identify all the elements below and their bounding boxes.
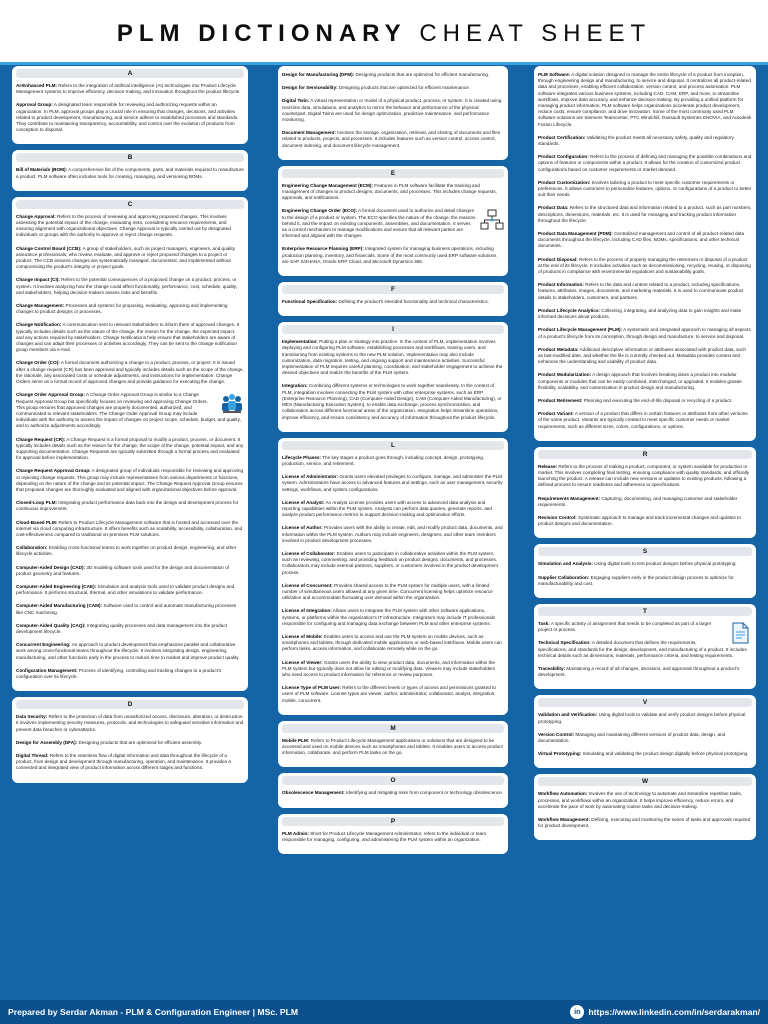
- entry-definition: Systematic approach to manage and track incremental changes and updates to product designs and documentation.: [538, 514, 742, 527]
- entry-term: Requirements Management:: [538, 495, 601, 501]
- entry-term: Bill of Materials (BOM):: [16, 167, 68, 173]
- glossary-entry: [16, 714, 244, 733]
- entry-term: AI-Enhanced PLM:: [16, 83, 57, 88]
- glossary-entry: [538, 205, 752, 224]
- glossary-entry: [282, 660, 504, 679]
- glossary-entry: [16, 437, 244, 462]
- entry-term: Concurrent Engineering:: [16, 642, 71, 648]
- entry-definition: Maintaining a record of all changes, decisions, and approvals throughout a product's development.: [538, 665, 740, 678]
- glossary-entry: [16, 83, 244, 95]
- entry-definition: Simulating and validating the product design digitally before physical prototyping.: [581, 751, 749, 757]
- section-panel: [534, 695, 756, 768]
- entry-term: Computer-Aided Manufacturing (CAM):: [16, 603, 103, 609]
- column-2: [278, 66, 508, 993]
- entry-term: Change Notification:: [16, 322, 62, 328]
- section-panel: [534, 604, 756, 689]
- glossary-entry: [282, 455, 504, 467]
- entry-term: License of Analyst:: [282, 499, 325, 505]
- entry-term: Document Management:: [282, 130, 336, 136]
- network-icon: [480, 209, 504, 231]
- section-panel: [278, 438, 508, 715]
- glossary-entry: [16, 102, 244, 133]
- entry-term: Supplier Collaboration:: [538, 574, 590, 580]
- section-letter: A: [16, 69, 244, 78]
- glossary-entry: [16, 214, 244, 239]
- entry-term: Virtual Prototyping:: [538, 751, 582, 757]
- section-panel: [534, 544, 756, 598]
- section-letter: M: [282, 724, 504, 733]
- glossary-entry: [16, 500, 244, 512]
- entry-term: Product Lifecycle Management (PLM):: [538, 327, 623, 333]
- entry-term: Change Management:: [16, 303, 65, 309]
- entry-term: Version Control:: [538, 731, 575, 737]
- entry-term: Functional Specification:: [282, 299, 338, 305]
- entry-definition: Centralized management and control of all product-related data documents throughout the lifecycle, including CAD files, BOMs, specifications, and other technical documents.: [538, 231, 745, 249]
- entry-definition: A formal document authorizing a change to a product, process, or project. It is issued after a change request (CR) has been approved and typically includes details such as the scope of the change, the rationale, any associated costs or schedule adjustments, and instructions for implementation. Change Orders serve as a formal record of approved changes and provide guidance for executing the change.: [16, 360, 244, 385]
- entry-term: Change Order Approval Group:: [16, 392, 85, 398]
- entry-term: Product Metadata:: [538, 346, 579, 352]
- entry-definition: Software used to control and automate manufacturing processes like CNC machining.: [16, 603, 237, 615]
- column-1: [12, 66, 248, 993]
- glossary-entry: [282, 500, 504, 519]
- glossary-entry: [282, 299, 504, 305]
- entry-definition: Designing products that are optimized for efficient maintenance.: [337, 85, 470, 91]
- entry-term: License of Administrator:: [282, 474, 339, 480]
- glossary-entry: [538, 154, 752, 173]
- entry-definition: Involves the use of technology to automate and streamline repetitive tasks, processes, and workflows within an organization. It helps improve efficiency, reduce errors, and accelerate the pace of work by automating routine tasks and decision-making.: [538, 791, 743, 809]
- entry-definition: Putting a plan or strategy into practice. In the context of PLM, implementation involves deploying and configuring PLM software, establishing processes and workflows, training users, and transitioning from existing systems to the new PLM solution. Implementation may also include customization, data migration, testing, and ongoing support and maintenance activities. Successful implementation of PLM requires careful planning, coordination, and stakeholder engagement to achieve the desired objectives and realize the benefits of the PLM system.: [282, 339, 503, 376]
- glossary-entry: [16, 623, 244, 635]
- entry-term: License of Collaborator:: [282, 550, 336, 556]
- entry-term: Change Control Board (CCB):: [16, 245, 82, 251]
- glossary-entry: [538, 398, 752, 404]
- glossary-entry: [282, 685, 504, 704]
- glossary-entry: [538, 732, 752, 744]
- linkedin-url[interactable]: https://www.linkedin.com/in/serdarakman/: [588, 1007, 760, 1017]
- section-panel: [12, 66, 248, 144]
- glossary-entry: [16, 603, 244, 615]
- entry-term: Computer-Aided Quality (CAQ):: [16, 622, 86, 628]
- glossary-entry: [16, 322, 244, 353]
- entry-definition: Provides shared access to the PLM system for multiple users, with a limited number of simultaneous users allowed at any given time. Concurrent licensing helps optimize resource utilization and accommodate fluctuating user demand within the organization.: [282, 582, 493, 601]
- entry-term: Validation and Verification:: [538, 712, 598, 718]
- entry-term: Workflow Automation:: [538, 791, 588, 797]
- entry-definition: Refers to the process of properly managing the retirement or disposal of a product at the end of its lifecycle. It includes activities such as decommissioning, recycling, reusing, or disposing of products in compliance with environmental regulations and sustainability goals.: [538, 256, 751, 275]
- entry-definition: Refers to the structured data and information related to a product, such as part numbers, descriptions, dimensions, materials, etc. It is used for managing and tracking product information throughout the lifecycle.: [538, 205, 752, 223]
- section-panel: [278, 721, 508, 768]
- entry-definition: Engaging suppliers early in the product design process to optimize for manufacturability and cost.: [538, 574, 734, 586]
- entry-definition: Refers to the seamless flow of digital information and data throughout the lifecycle of a product, from design and development through manufacturing, operation, and maintenance. It provides a connected and integrated view of product information across different stages and functions.: [16, 753, 231, 771]
- glossary-entry: [282, 583, 504, 602]
- entry-definition: Refers to the potential consequences of a proposed change on a product, process, or system. It involves analyzing how the change could affect functionality, performance, cost, schedule, quality, and stakeholders, helping decision-makers assess risks and benefits.: [16, 277, 238, 295]
- entry-definition: A formal document used to authorize and detail changes to the design of a product or system. The ECO specifies the nature of the change, the reasons behind it, and the impact on existing components, assemblies, and documentation. It serves as a control mechanism to manage modifications and ensure that all relevant parties are informed and aligned with the changes.: [282, 208, 476, 239]
- glossary-entry: [16, 753, 244, 772]
- entry-term: Change Approval:: [16, 213, 56, 219]
- entry-definition: Collecting, integrating, and analyzing data to gain insights and make informed decisions about products.: [538, 307, 742, 320]
- section-letter: V: [538, 698, 752, 707]
- glossary-entry: [538, 464, 752, 489]
- glossary-entry: [282, 383, 504, 420]
- entry-term: Product Customization:: [538, 179, 591, 185]
- glossary-entry: [16, 545, 244, 557]
- entry-definition: Integrating product performance data back into the design and development process for continuous improvement.: [16, 500, 239, 512]
- entry-term: Digital Thread:: [16, 753, 49, 759]
- section-letter: E: [282, 169, 504, 178]
- entry-definition: A group of stakeholders, such as project managers, engineers, and quality assurance professionals, who review, evaluate, and approve or reject proposed changes to a project or product. The CCB ensures changes are systematically managed, documented, and implemented without compromising the product's integrity or project goals.: [16, 245, 235, 270]
- glossary-entry: [282, 98, 504, 123]
- entry-term: License of Viewer:: [282, 659, 323, 665]
- glossary-entry: [538, 72, 752, 128]
- glossary-entry: [538, 347, 752, 366]
- entry-term: Traceability:: [538, 665, 566, 671]
- entry-term: License Type of PLM User:: [282, 685, 341, 691]
- entry-definition: Identifying and mitigating risks from component or technology obsolescence.: [344, 790, 504, 796]
- entry-definition: Provides users with the ability to create, edit, and modify product data, documents, and information within the PLM system. Authors may include engineers, designers, and other team members involved in product development processes.: [282, 525, 503, 543]
- section-panel: [12, 697, 248, 782]
- section-letter: F: [282, 285, 504, 294]
- glossary-entry: [538, 411, 752, 430]
- entry-term: Product Disposal:: [538, 256, 578, 262]
- entry-term: Computer-Aided Design (CAD):: [16, 564, 86, 570]
- glossary-entry: [538, 817, 752, 829]
- entry-term: License of Integration:: [282, 608, 332, 614]
- glossary-entry: [538, 561, 752, 567]
- linkedin-icon: in: [570, 1005, 584, 1019]
- entry-definition: Grants users the ability to view product data, documents, and information within the PLM system but typically does not allow for editing or modifying data. Viewers may include stakeholders who need access to product information for reference or review purposes.: [282, 659, 496, 677]
- entry-definition: Refers to the protection of data from unauthorized access, disclosure, alteration, or destruction. It involves implementing security measures, protocols, and technologies to safeguard sensitive information and prevent data breaches or cyberattacks.: [16, 714, 244, 732]
- entry-definition: Processes and systems for proposing, evaluating, approving and implementing changes to product designs or processes.: [16, 303, 228, 315]
- entry-definition: The key stages a product goes through, including concept, design, prototyping, production, service, and retirement.: [282, 454, 485, 466]
- section-letter: T: [538, 607, 752, 616]
- entry-term: Closed-Loop PLM:: [16, 500, 57, 506]
- entry-definition: Additional descriptive information or attributes associated with product data, such as last-modified date, and whether the file is currently checked out. Metadata provides context and enhances the understanding and usability of product data.: [538, 346, 746, 365]
- section-letter: O: [282, 776, 504, 785]
- entry-term: Change Request Approval Group:: [16, 468, 91, 474]
- entry-definition: Refers to the different levels or types of access and permissions granted to users of PLM software. License types are viewer, author, administrator, collaborator, analyst, integration, mobile, concurrent.: [282, 685, 496, 703]
- entry-definition: Features in PLM software facilitate the tracking and management of changes to product designs, documents, and processes. This includes change requests, approvals, and notifications.: [282, 182, 497, 201]
- entry-definition: Refers to the process of reviewing and approving proposed changes. This involves assessing the potential impact of the change, evaluating risks, considering resource requirements, and ensuring alignment with organizational objectives. Change Approval is typically carried out by designated individuals or groups with the authority to approve or reject change requests.: [16, 213, 231, 238]
- title-bold: PLM DICTIONARY: [116, 20, 407, 47]
- entry-term: Mobile PLM:: [282, 737, 310, 743]
- entry-definition: A specific activity or assignment that needs to be completed as part of a larger project or process.: [538, 620, 712, 633]
- glossary-entry: [538, 231, 752, 250]
- glossary-entry: [16, 468, 244, 493]
- glossary-entry: [16, 520, 244, 539]
- entry-term: Task:: [538, 620, 550, 626]
- entry-term: Release:: [538, 463, 558, 469]
- section-panel: [278, 773, 508, 807]
- entry-definition: Enables users to access and use the PLM system on mobile devices, such as smartphones and tablets, through dedicated mobile applications or web-based interfaces. Mobile users can perform tasks, access information, and collaborate remotely while on the go.: [282, 633, 502, 652]
- section-panel: [12, 150, 248, 190]
- doc-icon: [728, 622, 752, 644]
- section-letter: P: [282, 817, 504, 826]
- section-panel: [278, 166, 508, 276]
- entry-term: Product Modularization:: [538, 372, 592, 378]
- entry-definition: A communication sent to relevant stakeholders to inform them of approved changes. It typically includes details such as the nature of the change, the reason for the change, the expected impact, and any actions required by stakeholders. Change Notifications help ensure that stakeholders are aware of changes and can adapt their processes or activities accordingly. They can be sent to the change notification group members via e-mail.: [16, 322, 240, 353]
- entry-definition: A comprehensive list of the components, parts, and materials required to manufacture a product. PLM software often includes tools for creating, managing, and versioning BOMs.: [16, 167, 245, 179]
- glossary-entry: [16, 584, 244, 596]
- glossary-entry: [538, 666, 752, 678]
- glossary-entry: [538, 496, 752, 508]
- entry-definition: A designated team responsible for reviewing and authorizing requests within an organization. In PLM, approval groups play a crucial role in ensuring that changes, decisions, and activities related to product development, manufacturing, and service adhere to established processes and standards. They contribute to maintaining transparency, accountability, and control over the evolution of products from conception to disposal.: [16, 102, 239, 133]
- entry-term: Technical Specification:: [538, 640, 591, 646]
- accent-divider: [0, 62, 768, 65]
- entry-definition: A Change Request is a formal proposal to modify a product, process, or document. It typically includes details such as the reason for the change, the scope of the change, potential impact, and any supporting documentation. Change Requests are typically submitted through a formal process and evaluated for approval before implementation.: [16, 436, 244, 461]
- entry-definition: 3D modeling software tools used for the design and documentation of product geometry and features.: [16, 564, 230, 576]
- section-letter: R: [538, 450, 752, 459]
- footer-bar: [0, 1000, 768, 1024]
- entry-definition: A systematic and integrated approach to managing all aspects of a product's lifecycle from its conception, through design and manufacture, to service and disposal.: [538, 327, 751, 339]
- glossary-entry: [538, 282, 752, 301]
- entry-term: Simulation and Analysis:: [538, 561, 594, 567]
- entry-definition: Planning and executing the end-of-life disposal or recycling of a product.: [582, 397, 733, 403]
- entry-definition: Validating the product meets all necessary safety, quality and regulatory standards.: [538, 134, 734, 147]
- entry-definition: A version of a product that differs in certain features or attributes from other versions of the same product. Variants are typically created to meet specific customer needs or market requirements, such as different sizes, colors, configurations, or options.: [538, 411, 748, 429]
- entry-definition: A designated group of individuals responsible for reviewing and approving or rejecting change requests. This group may include representatives from various departments or functions, depending on the nature of the change and its potential impact. The Change Request Approval Group ensures that proposed changes are thoroughly evaluated and aligned with organizational objectives before approval.: [16, 468, 244, 492]
- section-panel: [278, 322, 508, 431]
- entry-term: Product Data:: [538, 205, 569, 211]
- page-title: [117, 20, 651, 48]
- glossary-entry: [282, 634, 504, 653]
- entry-definition: Enables users to participate in collaborative activities within the PLM system, such as reviewing, commenting, and providing feedback on product designs, documents, and processes. Collaborators may include external partners, suppliers, or customers involved in the product development process.: [282, 550, 498, 575]
- entry-term: Product Lifecycle Analytics:: [538, 307, 600, 313]
- entry-definition: Refers to the integration of artificial intelligence (AI) technologies into Product Lifecycle Management systems to improve efficiency, decision-making, and innovation throughout the product lifecycle.: [16, 83, 241, 95]
- section-panel: [12, 197, 248, 691]
- glossary-entry: [538, 621, 752, 633]
- entry-definition: Refers to the process of defining and managing the possible combinations and options of features or components within a product. It allows for the creation of customized product configurations based on customer requirements or market demand.: [538, 154, 752, 172]
- entry-term: Product Certification:: [538, 134, 586, 140]
- glossary-entry: [16, 392, 244, 429]
- glossary-entry: [538, 751, 752, 757]
- entry-term: Obsolescence Management:: [282, 790, 345, 796]
- section-panel: [278, 282, 508, 316]
- entry-term: Collaboration:: [16, 545, 48, 551]
- glossary-entry: [282, 246, 504, 265]
- entry-definition: Refers to Product Lifecycle Management software that is hosted and accessed over the internet via cloud computing infrastructure. It offers benefits such as scalability, accessibility, collaboration, and cost-effectiveness compared to traditional on-premises PLM solutions.: [16, 519, 243, 537]
- section-letter: D: [16, 700, 244, 709]
- glossary-entry: [16, 740, 244, 746]
- glossary-entry: [538, 712, 752, 724]
- entry-definition: A detailed document that defines the requirements, specifications, and standards for the design, development, and manufacturing of a product. It includes technical details such as dimensions, materials, performance criteria, and testing requirements.: [538, 640, 747, 658]
- glossary-entry: [16, 277, 244, 296]
- section-panel: [534, 447, 756, 539]
- glossary-entry: [282, 551, 504, 576]
- entry-definition: Designing products that are optimized for efficient assembly.: [77, 739, 203, 745]
- entry-definition: Refers to the data and content related to a product, including specifications, features, attributes, images, documents, and marketing materials. It is used to communicate product details to stakeholders, customers, and partners.: [538, 282, 744, 300]
- glossary-entry: [16, 167, 244, 179]
- entry-definition: An Analyst License provides users with access to advanced data analysis and reporting capabilities within the PLM system. Analysts can perform data queries, generate reports, and analyze product performance metrics to support decision-making and optimization efforts.: [282, 499, 492, 518]
- glossary-entry: [16, 303, 244, 315]
- glossary-entry: [16, 668, 244, 680]
- section-panel: [278, 66, 508, 160]
- glossary-entry: [538, 257, 752, 276]
- entry-definition: A digital solution designed to manage the entire lifecycle of a product from inception, through engineering design and manufacturing, to service and disposal. It centralizes all product-related data and processes, enabling efficient collaboration, version control, and process automation. PLM software integrates various business systems, including CAD, CAM, ERP, and more, to streamline workflows, improve data accuracy, and enhance decision-making. By providing a unified platform for managing product information, PLM software helps organizations accelerate product development, reduce costs, ensure compliance, and drive innovation. Some of the most commonly used PLM software solutions are Siemens Teamcenter, PTC Windchill, Dassault Systemes ENOVIA, and Autodesk Fusion Lifecycle.: [538, 72, 752, 127]
- entry-term: License of Author:: [282, 525, 323, 531]
- entry-definition: Integrating quality processes and data management into the product development lifecycle.: [16, 622, 227, 634]
- section-panel: [534, 66, 756, 441]
- entry-definition: Integrated system for managing business operations, including production planning, inventory, and financials. Some of the most commonly used ERP software solutions are SAP S/4HANA, Oracle ERP Cloud, and Microsoft Dynamics 365.: [282, 246, 497, 264]
- entry-definition: Using digital tools to validate and verify product designs before physical prototyping.: [538, 712, 746, 724]
- entry-term: Integration:: [282, 383, 308, 389]
- entry-definition: Defining the product's intended functionality and technical characteristics.: [337, 299, 489, 305]
- entry-term: Engineering Change Order (ECO):: [282, 208, 358, 214]
- entry-term: Engineering Change Management (ECM):: [282, 182, 374, 188]
- glossary-entry: [16, 565, 244, 577]
- entry-term: Workflow Management:: [538, 817, 590, 823]
- entry-term: Approval Group:: [16, 102, 53, 108]
- entry-definition: Simulation and analysis tools used to validate product designs and performance. It performs structural, thermal, and other simulations to validate performance.: [16, 583, 235, 596]
- glossary-entry: [16, 642, 244, 661]
- entry-definition: Using digital tools to test product designs before physical prototyping.: [593, 561, 737, 567]
- entry-definition: Process of identifying, controlling and tracking changes to a product's configuration over its lifecycle.: [16, 667, 222, 679]
- entry-definition: Refers to the process of making a product, component, or system available for production or market. This involves completing final testing, ensuring compliance with quality standards, and officially launching the product. A release can include new versions or updates to existing products, following a defined process to ensure readiness and adherence to specifications.: [538, 463, 750, 488]
- entry-term: PLM Admin:: [282, 830, 309, 836]
- entry-term: Enterprise Resource Planning (ERP):: [282, 246, 364, 252]
- glossary-entry: [282, 738, 504, 757]
- entry-definition: Grants users elevated privileges to configure, manage, and administer the PLM system. Administrators have access to advanced features and settings, such as user management, security settings, workflows, and system configurations.: [282, 474, 503, 492]
- glossary-entry: [282, 831, 504, 843]
- entry-definition: A Change Order Approval Group is similar to a Change Request Approval Group but specifically focuses on reviewing and approving Change Orders. This group ensures that approved changes are properly documented, authorized, and communicated to relevant stakeholders. The Change Order Approval Group may include individuals with the authority to assess the impact of changes on project scope, schedule, budget, and quality, and to authorize adjustments accordingly.: [16, 392, 241, 429]
- entry-term: Change Impact (CI):: [16, 277, 60, 283]
- glossary-entry: [16, 246, 244, 271]
- footer-linkedin[interactable]: [570, 1000, 760, 1024]
- section-panel: [534, 774, 756, 840]
- glossary-entry: [538, 791, 752, 810]
- entry-term: License of Concurrent:: [282, 582, 333, 588]
- glossary-entry: [16, 360, 244, 385]
- entry-definition: Managing and maintaining different versions of product data, design, and documentation.: [538, 731, 726, 743]
- entry-definition: Capturing, documenting, and managing customer and stakeholder requirements.: [538, 495, 738, 507]
- entry-definition: Enabling cross-functional teams to work together on product design, engineering, and other lifecycle activities.: [16, 545, 237, 557]
- entry-term: Product Information:: [538, 282, 584, 288]
- footer-credit: Prepared by Serdar Akman - PLM & Configuration Engineer | MSc. PLM: [8, 1007, 299, 1017]
- section-letter: W: [538, 777, 752, 786]
- entry-term: Digital Twin:: [282, 98, 310, 104]
- entry-definition: Allows users to integrate the PLM system with other software applications, systems, or platforms within the organization's IT infrastructure. Integrators may include IT professionals responsible for configuring and managing data exchange between PLM and other enterprise systems.: [282, 608, 496, 626]
- entry-definition: Designing products that are optimized for efficient manufacturing.: [354, 72, 490, 77]
- entry-term: Design for Assembly (DFA):: [16, 739, 78, 745]
- glossary-entry: [538, 515, 752, 527]
- entry-definition: An approach to product development that emphasizes parallel and collaborative work among cross-functional teams throughout the lifecycle. It involves integrating design, engineering, manufacturing, and other functions early in the process to reduce time to market and improve product quality.: [16, 642, 240, 660]
- glossary-entry: [282, 130, 504, 149]
- entry-term: Change Order (CO):: [16, 360, 60, 366]
- entry-term: PLM Software:: [538, 72, 571, 77]
- entry-term: Revision Control:: [538, 514, 577, 520]
- entry-definition: Refers to Product Lifecycle Management applications or solutions that are designed to be accessed and used on mobile devices such as smartphones and tablets. It enables users to access product information, collaborate, and perform PLM tasks on the go.: [282, 737, 503, 756]
- entry-term: Data Security:: [16, 714, 48, 720]
- glossary-entry: [538, 180, 752, 199]
- entry-definition: Involves the storage, organization, retrieval, and sharing of documents and files related to products, projects, and processes. It includes features such as version control, access control, document indexing, and document lifecycle management.: [282, 130, 501, 148]
- entry-term: Computer-Aided Engineering (CAE):: [16, 583, 97, 589]
- glossary-entry: [538, 327, 752, 339]
- glossary-entry: [538, 575, 752, 587]
- section-letter: I: [282, 325, 504, 334]
- entry-term: Design for Serviceability:: [282, 85, 338, 91]
- entry-definition: Involves tailoring a product to meet specific customer requirements or preferences. It allows customers to personalize features, options, or configurations of a product to better suit their needs.: [538, 179, 752, 198]
- glossary-entry: [538, 640, 752, 659]
- title-light: CHEAT SHEET: [419, 20, 652, 47]
- entry-term: Design for Manufacturing (DFM):: [282, 72, 355, 77]
- entry-definition: Defining, executing and monitoring the series of tasks and approvals required for product development.: [538, 817, 751, 829]
- glossary-entry: [538, 308, 752, 320]
- team-icon: [220, 393, 244, 415]
- entry-term: Product Retirement:: [538, 397, 583, 403]
- glossary-entry: [282, 474, 504, 493]
- glossary-entry: [282, 72, 504, 78]
- entry-term: License of Mobile:: [282, 633, 323, 639]
- section-letter: S: [538, 547, 752, 556]
- glossary-entry: [282, 790, 504, 796]
- glossary-entry: [282, 608, 504, 627]
- entry-term: Change Request (CR):: [16, 436, 66, 442]
- glossary-entry: [282, 183, 504, 202]
- glossary-entry: [282, 339, 504, 376]
- entry-definition: Short for Product Lifecycle Management Administrator, refers to the individual or team responsible for managing, configuring, and administering the PLM system within an organization.: [282, 830, 487, 842]
- entry-definition: A design approach that involves breaking down a product into modular components or modules that can be easily combined, interchanged, or upgraded. It enables greater flexibility, scalability, and customization in product design and manufacturing.: [538, 372, 743, 390]
- section-panel: [278, 814, 508, 854]
- entry-term: Cloud-Based PLM:: [16, 519, 58, 525]
- entry-term: Lifecycle Phases:: [282, 454, 321, 460]
- entry-definition: Combining different systems or technologies to work together seamlessly. In the context of PLM, integration involves connecting the PLM system with other enterprise systems, such as ERP (Enterprise Resource Planning), CAD (Computer-Aided Design), CAM (Computer-Aided Manufacturing), or MES (Manufacturing Execution System), to enable data exchange, process synchronization, and collaboration across different functional areas of the organization. Integration helps streamline operations, improve efficiency, and ensure consistency and accuracy of information throughout the product lifecycle.: [282, 383, 502, 420]
- section-letter: C: [16, 200, 244, 209]
- entry-term: Product Data Management (PDM):: [538, 231, 613, 237]
- glossary-entry: [538, 135, 752, 147]
- entry-term: Product Variant:: [538, 411, 574, 417]
- section-letter: L: [282, 441, 504, 450]
- glossary-entry: [282, 525, 504, 544]
- entry-term: Implementation:: [282, 339, 318, 345]
- glossary-entry: [282, 208, 504, 239]
- entry-definition: A virtual representation or model of a physical product, process, or system. It is created using real-time data, simulations, and analytics to mirror the behavior and performance of the physical counterpart. Digital Twins are used for design optimization, predictive maintenance, and performance monitoring.: [282, 98, 502, 123]
- entry-term: Configuration Management:: [16, 667, 78, 673]
- glossary-entry: [282, 85, 504, 91]
- title-banner: [0, 0, 768, 62]
- entry-term: Product Configuration:: [538, 154, 589, 160]
- section-letter: B: [16, 153, 244, 162]
- glossary-entry: [538, 372, 752, 391]
- column-3: [534, 66, 756, 993]
